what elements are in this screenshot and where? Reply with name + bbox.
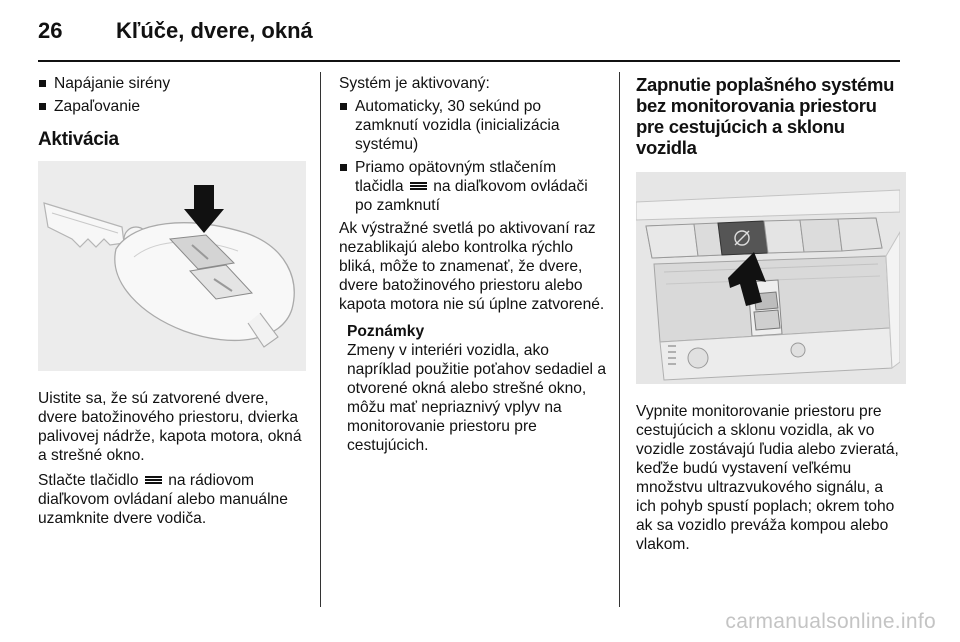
column-divider-2 xyxy=(619,72,620,607)
note-text: Zmeny v interiéri vozidla, ako napríklad použitie poťahov sedadiel a otvorené okná alebo strešné okno, môžu mať nepriaznivý vplyv na monitorovanie priestoru pre cestujúcich. xyxy=(347,342,606,454)
list-item: Zapaľovanie xyxy=(38,97,306,116)
chapter-title: Kľúče, dvere, okná xyxy=(116,18,313,43)
key-fob-image xyxy=(38,161,306,371)
column-2 xyxy=(339,74,607,455)
list-item: Automaticky, 30 sekúnd po zamknutí vozidla (inicializácia systému) xyxy=(339,97,607,154)
section-title: Aktivácia xyxy=(38,129,119,150)
column-1 xyxy=(38,74,306,534)
page-header xyxy=(38,18,938,48)
paragraph: Systém je aktivovaný: xyxy=(339,75,490,92)
paragraph: Ak výstražné svetlá po aktivovaní raz nezablikajú alebo kontrolka rýchlo bliká, môže to znamenať, že dvere, dvere batožinového priestoru alebo kapota motora nie sú úplne zatvorené. xyxy=(339,220,605,313)
lock-button-icon xyxy=(145,476,162,484)
note-title: Poznámky xyxy=(347,323,425,340)
list-item xyxy=(339,158,607,215)
roof-console-image xyxy=(636,172,900,384)
watermark: carmanualsonline.info xyxy=(725,610,936,633)
list-item-text: na diaľkovom ovládači po zamknutí xyxy=(355,178,588,214)
list-item-text: Priamo opätovným stlačením tlačidla xyxy=(355,159,557,195)
paragraph: Uistite sa, že sú zatvorené dvere, dvere batožinového priestoru, dvierka palivovej nádrže, kapota motora, okná a strešné okno. xyxy=(38,390,302,464)
paragraph-text: Stlačte tlačidlo xyxy=(38,472,139,489)
header-rule xyxy=(38,60,900,62)
paragraph-text: na rádiovom diaľkovom ovládaní alebo manuálne uzamknite dvere vodiča. xyxy=(38,472,288,527)
column-3 xyxy=(636,74,906,560)
page-number: 26 xyxy=(38,18,63,43)
lock-button-icon xyxy=(410,182,427,190)
console-illustration xyxy=(636,172,906,384)
paragraph xyxy=(38,471,306,528)
section-heading: Zapnutie poplašného systému bez monitorovania priestoru pre cestujúcich a sklonu vozidla xyxy=(636,74,895,158)
list-item: Napájanie sirény xyxy=(38,74,306,93)
paragraph: Vypnite monitorovanie priestoru pre cestujúcich a sklonu vozidla, ak vo vozidle zostávajú ľudia alebo zvieratá, keďže budú vystavení veľkému množstvu ultrazvukového signálu, a ich pohyb spustí poplach; okrem toho ak sa vozidlo preváža kompou alebo vlakom. xyxy=(636,403,899,553)
column-divider-1 xyxy=(320,72,321,607)
key-illustration xyxy=(38,161,306,371)
note-box xyxy=(339,322,607,455)
